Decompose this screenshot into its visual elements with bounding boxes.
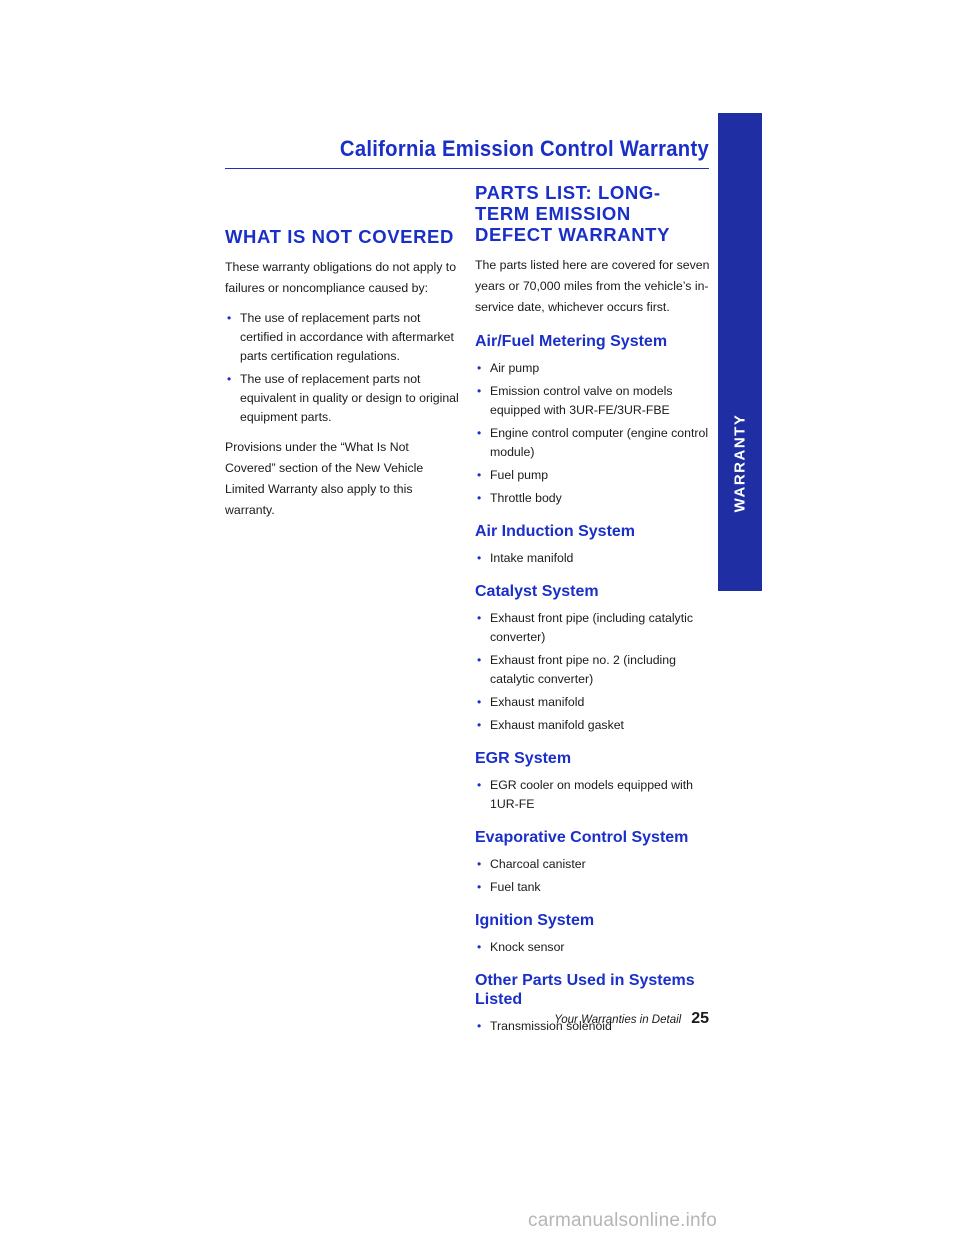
bullet-icon: • [477, 491, 482, 505]
list-item-text: Air pump [490, 361, 540, 375]
list-item [475, 609, 711, 647]
parts-section-list [475, 609, 711, 735]
list-item-text: The use of replacement parts not equivalent in quality or design to original equipment parts. [240, 372, 459, 424]
list-item [475, 716, 711, 735]
list-item-text: Exhaust front pipe no. 2 (including catalytic converter) [490, 653, 676, 686]
parts-section-list [475, 549, 711, 568]
bullet-icon: • [477, 718, 482, 732]
page-title: California Emission Control Warranty [339, 136, 709, 161]
list-item-text: Knock sensor [490, 940, 565, 954]
bullet-icon: • [477, 940, 482, 954]
parts-section-list [475, 938, 711, 957]
list-item [225, 370, 461, 427]
list-item [475, 489, 711, 508]
list-item [475, 359, 711, 378]
list-item-text: Intake manifold [490, 551, 574, 565]
list-item [475, 549, 711, 568]
not-covered-heading: WHAT IS NOT COVERED [225, 226, 454, 247]
list-item-text: Emission control valve on models equipped with 3UR-FE/3UR-FBE [490, 384, 673, 417]
page-footer [554, 1010, 709, 1028]
list-item-text: The use of replacement parts not certified in accordance with aftermarket parts certification regulations. [240, 311, 454, 363]
parts-list-heading: PARTS LIST: LONG-TERM EMISSION DEFECT WARRANTY [475, 182, 671, 245]
parts-section-heading: EGR System [475, 750, 572, 767]
parts-section-heading: Air Induction System [475, 523, 636, 540]
list-item-text: Exhaust front pipe (including catalytic converter) [490, 611, 694, 644]
bullet-icon: • [227, 372, 232, 386]
list-item-text: Exhaust manifold [490, 695, 585, 709]
parts-section-heading: Evaporative Control System [475, 829, 689, 846]
not-covered-closing: Provisions under the “What Is Not Covered” section of the New Vehicle Limited Warranty also apply to this warranty. [225, 440, 424, 517]
parts-section-heading: Catalyst System [475, 583, 599, 600]
parts-section-list [475, 359, 711, 508]
list-item [475, 855, 711, 874]
list-item [475, 776, 711, 814]
header-divider [225, 168, 709, 169]
bullet-icon: • [227, 311, 232, 325]
list-item-text: Transmission solenoid [490, 1019, 612, 1033]
list-item-text: Throttle body [490, 491, 562, 505]
parts-sections [475, 332, 711, 1036]
watermark: carmanualsonline.info [528, 1210, 718, 1231]
section-side-tab [718, 113, 762, 591]
list-item [475, 382, 711, 420]
parts-section-heading: Air/Fuel Metering System [475, 333, 668, 350]
bullet-icon: • [477, 880, 482, 894]
parts-list-intro: The parts listed here are covered for seven years or 70,000 miles from the vehicle’s in-service date, whichever occurs first. [475, 258, 710, 314]
not-covered-intro: These warranty obligations do not apply to failures or noncompliance caused by: [225, 260, 457, 295]
bullet-icon: • [477, 426, 482, 440]
bullet-icon: • [477, 361, 482, 375]
right-column [475, 182, 711, 1046]
list-item-text: Fuel pump [490, 468, 549, 482]
page-number: 25 [691, 1010, 709, 1027]
list-item-text: EGR cooler on models equipped with 1UR-FE [490, 778, 694, 811]
list-item [225, 309, 461, 366]
bullet-icon: • [477, 551, 482, 565]
list-item-text: Charcoal canister [490, 857, 586, 871]
parts-section-list [475, 855, 711, 897]
list-item [475, 693, 711, 712]
list-item-text: Engine control computer (engine control module) [490, 426, 709, 459]
list-item-text: Exhaust manifold gasket [490, 718, 624, 732]
bullet-icon: • [477, 384, 482, 398]
section-side-tab-label: WARRANTY [731, 413, 749, 513]
list-item [475, 466, 711, 485]
parts-section-list [475, 776, 711, 814]
parts-section-heading: Ignition System [475, 912, 595, 929]
bullet-icon: • [477, 857, 482, 871]
left-column [225, 226, 461, 531]
list-item-text: Fuel tank [490, 880, 541, 894]
bullet-icon: • [477, 468, 482, 482]
bullet-icon: • [477, 653, 482, 667]
list-item [475, 878, 711, 897]
bullet-icon: • [477, 1019, 482, 1033]
not-covered-list [225, 309, 461, 427]
list-item [475, 651, 711, 689]
page-header [225, 136, 709, 162]
footer-section-name: Your Warranties in Detail [554, 1014, 682, 1026]
list-item [475, 424, 711, 462]
list-item [475, 938, 711, 957]
bullet-icon: • [477, 778, 482, 792]
bullet-icon: • [477, 611, 482, 625]
parts-section-heading: Other Parts Used in Systems Listed [475, 972, 695, 1008]
bullet-icon: • [477, 695, 482, 709]
